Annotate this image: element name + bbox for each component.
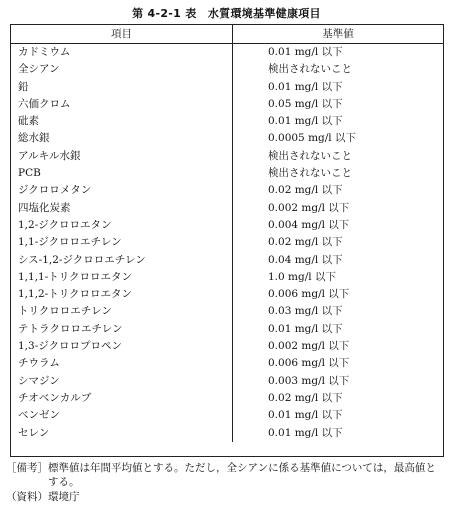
item-name: 1,2-ジクロロエタン (11, 217, 233, 234)
item-name: セレン (11, 425, 233, 442)
table-row (11, 390, 443, 407)
standard-value: 0.04 mg/l 以下 (268, 253, 343, 266)
table-header-row (11, 25, 443, 44)
item-name: トリクロロエチレン (11, 303, 233, 320)
column-header-item: 項目 (11, 25, 233, 44)
remark-text: 標準値は年間平均値とする。ただし，全シアンに係る基準値については，最高値とする。 (48, 462, 436, 488)
item-name: シス-1,2-ジクロロエチレン (11, 252, 233, 269)
table-row (11, 165, 443, 182)
standard-value: 0.002 mg/l 以下 (268, 201, 350, 214)
table-row (11, 321, 443, 338)
item-name: 四塩化炭素 (11, 200, 233, 217)
standard-value: 0.02 mg/l 以下 (268, 391, 343, 404)
table-row (11, 61, 443, 78)
table-row (11, 252, 443, 269)
standard-value: 0.01 mg/l 以下 (268, 80, 343, 93)
standard-value: 1.0 mg/l 以下 (268, 270, 336, 283)
item-name: チウラム (11, 355, 233, 372)
standard-value: 0.05 mg/l 以下 (268, 97, 343, 110)
standard-value: 0.01 mg/l 以下 (268, 409, 343, 422)
table-row (11, 79, 443, 96)
table-row (11, 234, 443, 251)
table-row (11, 113, 443, 130)
item-name: 1,1,2-トリクロロエタン (11, 286, 233, 303)
table-row (11, 355, 443, 372)
column-header-standard: 基準値 (233, 25, 444, 44)
item-name: カドミウム (11, 44, 233, 62)
standard-value: 0.0005 mg/l 以下 (268, 132, 356, 145)
item-name: チオベンカルブ (11, 390, 233, 407)
standard-value: 0.01 mg/l 以下 (268, 115, 343, 128)
table-title: 第 4-2-1 表 水質環境基準健康項目 (132, 7, 321, 20)
standard-value: 0.01 mg/l 以下 (268, 426, 343, 439)
standard-value: 0.006 mg/l 以下 (268, 357, 350, 370)
item-name: 総水銀 (11, 130, 233, 147)
table-row (11, 338, 443, 355)
table-row (11, 148, 443, 165)
standard-value: 0.002 mg/l 以下 (268, 340, 350, 353)
remark (6, 461, 446, 489)
table-row (11, 96, 443, 113)
standard-value: 0.003 mg/l 以下 (268, 374, 350, 387)
standard-value: 検出されないこと (268, 149, 352, 162)
table-row (11, 373, 443, 390)
item-name: ジクロロメタン (11, 182, 233, 199)
item-name: PCB (11, 165, 233, 182)
standard-value: 0.01 mg/l 以下 (268, 322, 343, 335)
item-name: 鉛 (11, 79, 233, 96)
item-name: 1,3-ジクロロプロペン (11, 338, 233, 355)
table-row (11, 425, 443, 442)
table-row (11, 200, 443, 217)
table-row (11, 407, 443, 424)
item-name: ベンゼン (11, 407, 233, 424)
item-name: 砒素 (11, 113, 233, 130)
standard-value: 0.01 mg/l 以下 (268, 46, 343, 58)
notes (6, 461, 446, 504)
table-row (11, 303, 443, 320)
standards-table (10, 24, 444, 457)
table-row (11, 269, 443, 286)
item-name: シマジン (11, 373, 233, 390)
source-note: （資料）環境庁 (6, 491, 80, 503)
item-name: 六価クロム (11, 96, 233, 113)
table-row (11, 182, 443, 199)
table-row (11, 44, 443, 62)
standard-value: 検出されないこと (268, 167, 352, 180)
standard-value: 0.006 mg/l 以下 (268, 288, 350, 301)
standard-value: 0.004 mg/l 以下 (268, 218, 350, 231)
item-name: 1,1-ジクロロエチレン (11, 234, 233, 251)
standard-value: 0.03 mg/l 以下 (268, 305, 343, 318)
table-row (11, 286, 443, 303)
standard-value: 0.02 mg/l 以下 (268, 184, 343, 197)
item-name: 全シアン (11, 61, 233, 78)
item-name: アルキル水銀 (11, 148, 233, 165)
table-row (11, 130, 443, 147)
item-name: テトラクロロエチレン (11, 321, 233, 338)
standard-value: 検出されないこと (268, 63, 352, 76)
item-name: 1,1,1-トリクロロエタン (11, 269, 233, 286)
table-row (11, 217, 443, 234)
remark-label: ［備考］ (6, 462, 48, 474)
standard-value: 0.02 mg/l 以下 (268, 236, 343, 249)
